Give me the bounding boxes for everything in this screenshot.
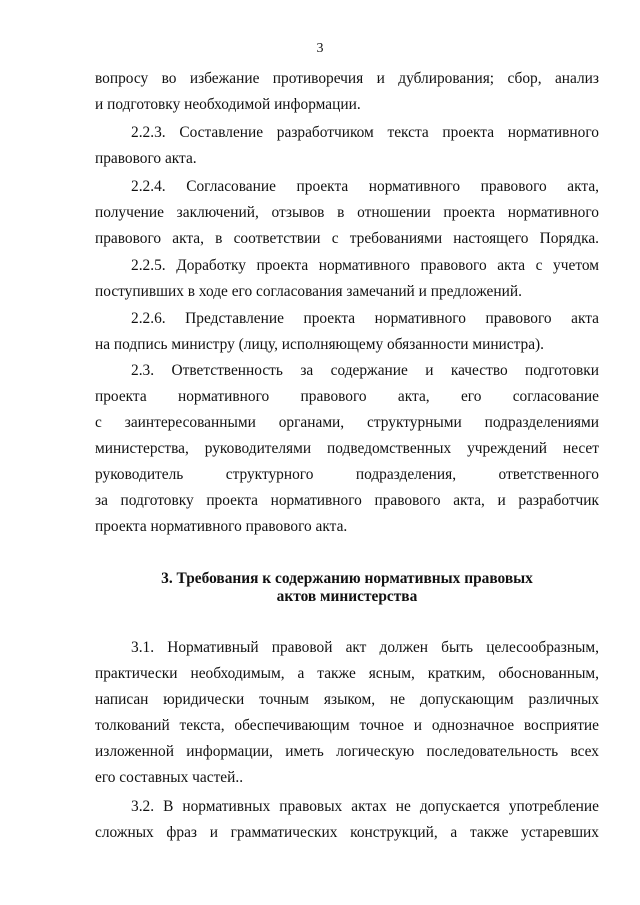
page-number: 3 — [316, 41, 324, 56]
text-line: толкований текста, обеспечивающим точное и однозначное восприятие — [95, 717, 599, 734]
section-heading: актов министерства — [276, 588, 418, 605]
section-heading: 3. Требования к содержанию нормативных правовых — [161, 570, 533, 587]
text-line: вопросу во избежание противоречия и дублирования; сбор, анализ — [95, 70, 599, 87]
text-line: 2.2.4. Согласование проекта нормативного правового акта, — [131, 178, 599, 195]
text-line: его составных частей.. — [95, 769, 244, 786]
text-line: изложенной информации, иметь логическую последовательность всех — [95, 743, 599, 760]
text-line: руководитель структурного подразделения, ответственного — [95, 466, 599, 483]
text-line: правового акта. — [95, 150, 197, 167]
text-line: 2.2.3. Составление разработчиком текста проекта нормативного — [131, 124, 599, 141]
text-line: сложных фраз и грамматических конструкций, а также устаревших — [95, 824, 599, 841]
text-line: 3.1. Нормативный правовой акт должен быть целесообразным, — [131, 639, 599, 656]
text-line: за подготовку проекта нормативного правового акта, и разработчик — [95, 492, 599, 509]
text-line: 3.2. В нормативных правовых актах не допускается употребление — [131, 798, 599, 815]
text-line: проекта нормативного правового акта, его согласование — [95, 388, 599, 405]
text-line: и подготовку необходимой информации. — [95, 96, 361, 113]
text-line: проекта нормативного правового акта. — [95, 518, 348, 535]
text-line: практически необходимым, а также ясным, кратким, обоснованным, — [95, 665, 599, 682]
text-line: 2.2.5. Доработку проекта нормативного правового акта с учетом — [131, 257, 599, 274]
text-line: поступивших в ходе его согласования замечаний и предложений. — [95, 283, 522, 300]
text-line: с заинтересованными органами, структурными подразделениями — [95, 414, 599, 431]
text-line: на подпись министру (лицу, исполняющему обязанности министра). — [95, 336, 545, 353]
text-line: 2.2.6. Представление проекта нормативного правового акта — [131, 310, 599, 327]
text-line: министерства, руководителями подведомственных учреждений несет — [95, 440, 599, 457]
text-line: написан юридически точным языком, не допускающим различных — [95, 691, 599, 708]
text-line: 2.3. Ответственность за содержание и качество подготовки — [131, 362, 599, 379]
text-line: правового акта, в соответствии с требованиями настоящего Порядка. — [95, 230, 599, 247]
text-line: получение заключений, отзывов в отношении проекта нормативного — [95, 204, 599, 221]
